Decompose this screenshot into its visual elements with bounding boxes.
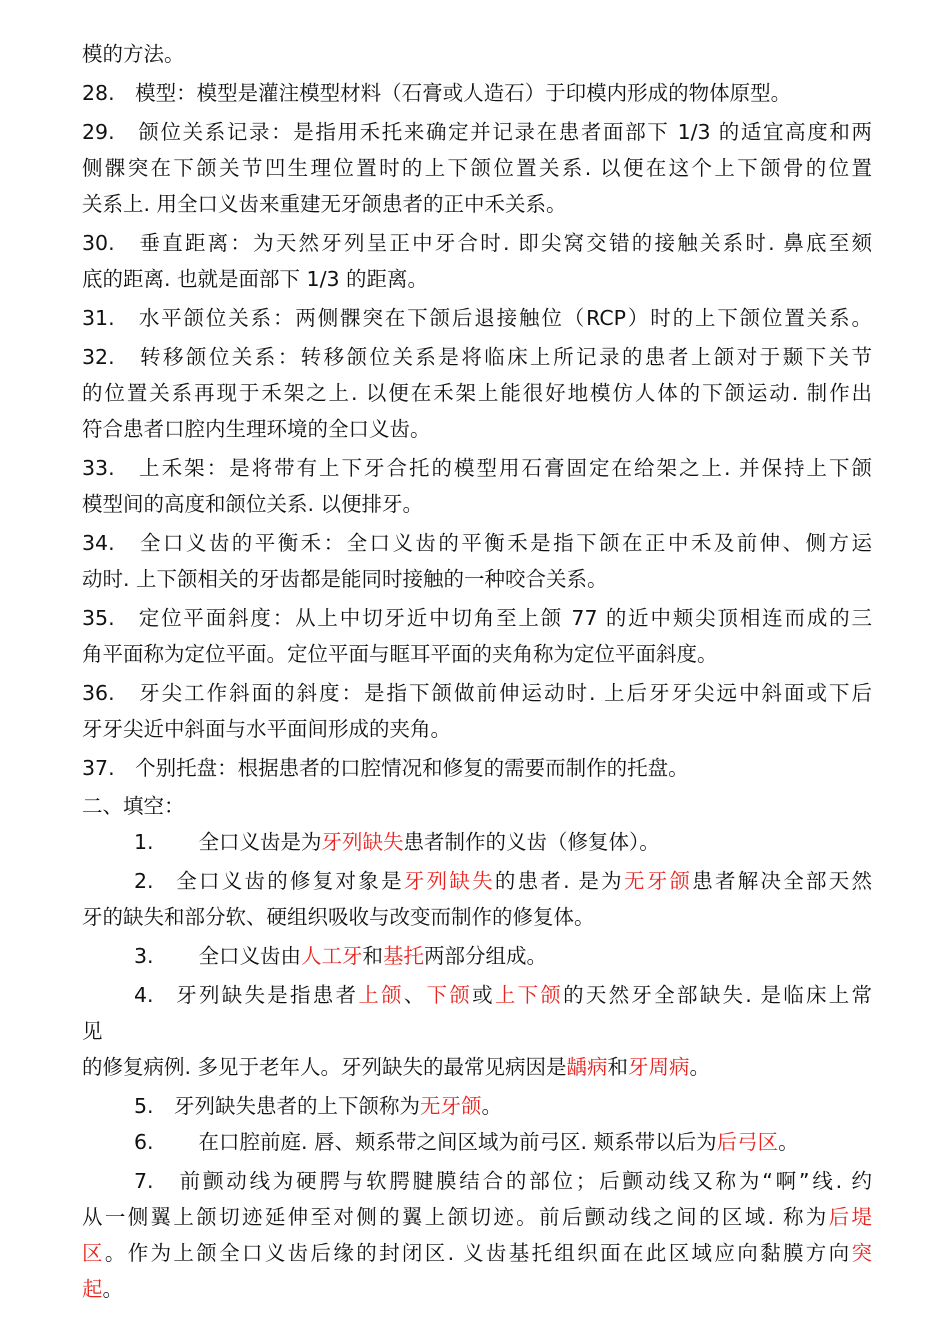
text-line-33: 区。作为上颌全口义齿后缘的封闭区. 义齿基托组织面在此区域应向黏膜方向突	[82, 1241, 873, 1265]
answer: 上颌	[358, 983, 404, 1007]
text-line-1: 模的方法。	[82, 42, 185, 66]
answer: 龋病	[566, 1055, 608, 1079]
answer: 突	[851, 1241, 873, 1265]
fill-item-6: 6. 在口腔前庭. 唇、颊系带之间区域为前弓区. 颊系带以后为后弓区。	[134, 1130, 799, 1154]
fill-item-7: 7. 前颤动线为硬腭与软腭腱膜结合的部位；后颤动线又称为“啊”线. 约	[134, 1169, 872, 1193]
answer: 下颌	[426, 983, 473, 1007]
answer: 牙列缺失	[403, 869, 495, 893]
fill-item-1: 1. 全口义齿是为牙列缺失患者制作的义齿（修复体）。	[134, 830, 660, 854]
fill-item-5: 5. 牙列缺失患者的上下颌称为无牙颌。	[134, 1094, 502, 1118]
text-line-6: 30. 垂直距离：为天然牙列呈正中牙合时. 即尖窝交错的接触关系时. 鼻底至颏	[82, 231, 872, 255]
answer: 区	[82, 1241, 105, 1265]
text-line-10: 的位置关系再现于禾架之上. 以便在禾架上能很好地模仿人体的下颌运动. 制作出	[82, 381, 872, 405]
text-line-7: 底的距离. 也就是面部下 1/3 的距离。	[82, 267, 429, 291]
answer: 起	[82, 1277, 103, 1301]
text-line-8: 31. 水平颌位关系：两侧髁突在下颌后退接触位（RCP）时的上下颌位置关系。	[82, 306, 872, 330]
section-heading: 二、填空：	[82, 794, 185, 818]
text-line-16: 35. 定位平面斜度：从上中切牙近中切角至上颌 77 的近中颊尖顶相连而成的三	[82, 606, 872, 630]
answer: 无牙颌	[623, 869, 693, 893]
text-line-13: 模型间的高度和颌位关系. 以便排牙。	[82, 492, 424, 516]
answer: 牙列缺失	[321, 830, 404, 854]
text-line-9: 32. 转移颌位关系：转移颌位关系是将临床上所记录的患者上颌对于颞下关节	[82, 345, 872, 369]
text-line-28: 的修复病例. 多见于老年人。牙列缺失的最常见病因是龋病和牙周病。	[82, 1055, 711, 1079]
text-line-14: 34. 全口义齿的平衡禾：全口义齿的平衡禾是指下颌在正中禾及前伸、侧方运	[82, 531, 872, 555]
text-line-5: 关系上. 用全口义齿来重建无牙颌患者的正中禾关系。	[82, 192, 567, 216]
text-line-2: 28. 模型：模型是灌注模型材料（石膏或人造石）于印模内形成的物体原型。	[82, 81, 792, 105]
fill-item-4: 4. 牙列缺失是指患者上颌、下颌或上下颌的天然牙全部缺失. 是临床上常	[134, 983, 873, 1007]
answer: 人工牙	[301, 944, 363, 968]
answer: 基托	[383, 944, 424, 968]
text-line-3: 29. 颌位关系记录：是指用禾托来确定并记录在患者面部下 1/3 的适宜高度和两	[82, 120, 872, 144]
text-line-11: 符合患者口腔内生理环境的全口义齿。	[82, 417, 431, 441]
fill-item-3: 3. 全口义齿由人工牙和基托两部分组成。	[134, 944, 547, 968]
answer: 牙周病	[628, 1055, 690, 1079]
text-line-18: 36. 牙尖工作斜面的斜度：是指下颌做前伸运动时. 上后牙牙尖远中斜面或下后	[82, 681, 872, 705]
text-line-4: 侧髁突在下颌关节凹生理位置时的上下颌位置关系. 以便在这个上下颌骨的位置	[82, 156, 872, 180]
text-line-32: 从一侧翼上颌切迹延伸至对侧的翼上颌切迹。前后颤动线之间的区域. 称为后堤	[82, 1205, 873, 1229]
fill-item-2: 2. 全口义齿的修复对象是牙列缺失的患者. 是为无牙颌患者解决全部天然	[134, 869, 873, 893]
text-line-19: 牙牙尖近中斜面与水平面间形成的夹角。	[82, 717, 451, 741]
answer: 无牙颌	[420, 1094, 482, 1118]
answer: 上下颌	[494, 983, 564, 1007]
text-line-24: 牙的缺失和部分软、硬组织吸收与改变而制作的修复体。	[82, 905, 595, 929]
text-line-20: 37. 个别托盘：根据患者的口腔情况和修复的需要而制作的托盘。	[82, 756, 689, 780]
text-line-15: 动时. 上下颌相关的牙齿都是能同时接触的一种咬合关系。	[82, 567, 608, 591]
text-line-17: 角平面称为定位平面。定位平面与眶耳平面的夹角称为定位平面斜度。	[82, 642, 718, 666]
answer: 后弓区	[716, 1130, 779, 1154]
answer: 后堤	[828, 1205, 873, 1229]
text-line-27: 见	[82, 1019, 103, 1043]
text-line-34: 起。	[82, 1277, 123, 1301]
text-line-12: 33. 上禾架：是将带有上下牙合托的模型用石膏固定在给架之上. 并保持上下颌	[82, 456, 872, 480]
